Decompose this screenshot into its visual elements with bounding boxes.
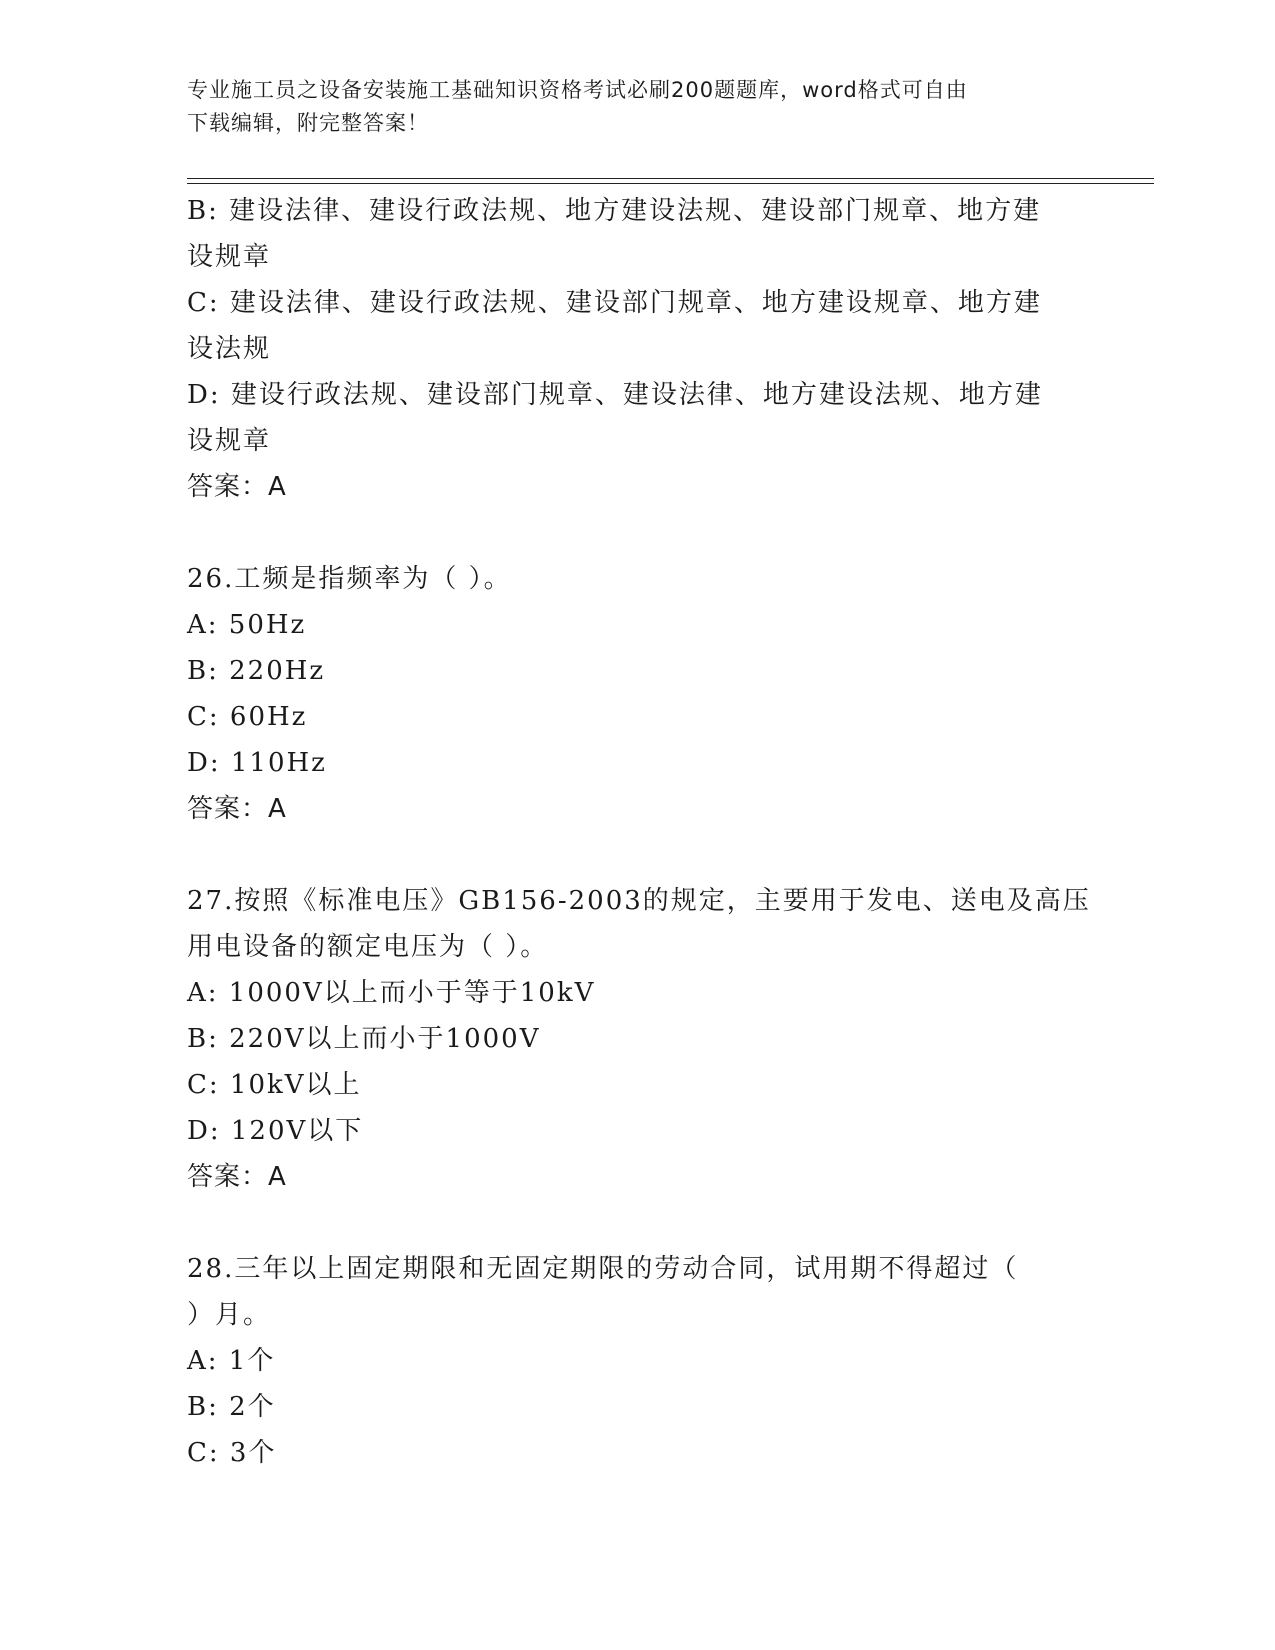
question-spacer [187, 510, 1087, 556]
option-d: D: 120V以下 [187, 1116, 364, 1146]
question-stem-line-2: 用电设备的额定电压为（ ）。 [187, 932, 549, 962]
question-28 [187, 1246, 1087, 1476]
question-list [187, 188, 1091, 1476]
question-spacer [187, 1200, 1087, 1246]
answer-line: 答案：A [187, 1162, 287, 1192]
header-divider-top [187, 178, 1154, 179]
question-26 [187, 556, 1087, 832]
option-c-line-1: C: 建设法律、建设行政法规、建设部门规章、地方建设规章、地方建 [187, 288, 1042, 318]
header-line-1: 专业施工员之设备安装施工基础知识资格考试必刷200题题库，word格式可自由 [187, 78, 968, 102]
header-divider-bottom [187, 183, 1154, 184]
option-b-line-2: 设规章 [187, 242, 272, 272]
question-27 [187, 878, 1091, 1200]
option-c-line-2: 设法规 [187, 334, 272, 364]
option-b-line-1: B: 建设法律、建设行政法规、地方建设法规、建设部门规章、地方建 [187, 196, 1042, 226]
header-line-2: 下载编辑，附完整答案！ [187, 111, 429, 135]
option-d: D: 110Hz [187, 748, 327, 778]
option-c: C: 60Hz [187, 702, 308, 732]
answer-line: 答案：A [187, 472, 287, 502]
option-a: A: 1个 [187, 1346, 276, 1376]
option-a: A: 50Hz [187, 610, 307, 640]
option-b: B: 2个 [187, 1392, 276, 1422]
question-stem: 26.工频是指频率为（ ）。 [187, 564, 512, 594]
option-c: C: 10kV以上 [187, 1070, 362, 1100]
question-stem-line-1: 27.按照《标准电压》GB156-2003的规定，主要用于发电、送电及高压 [187, 886, 1091, 916]
document-header [187, 74, 1067, 140]
option-b: B: 220V以上而小于1000V [187, 1024, 541, 1054]
question-25-continued [187, 188, 1087, 510]
option-d-line-2: 设规章 [187, 426, 272, 456]
question-stem-line-1: 28.三年以上固定期限和无固定期限的劳动合同，试用期不得超过（ [187, 1254, 1019, 1284]
option-c: C: 3个 [187, 1438, 277, 1468]
option-d-line-1: D: 建设行政法规、建设部门规章、建设法律、地方建设法规、地方建 [187, 380, 1043, 410]
option-b: B: 220Hz [187, 656, 326, 686]
question-spacer [187, 832, 1087, 878]
answer-line: 答案：A [187, 794, 287, 824]
question-stem-line-2: ）月。 [187, 1300, 272, 1330]
option-a: A: 1000V以上而小于等于10kV [187, 978, 596, 1008]
